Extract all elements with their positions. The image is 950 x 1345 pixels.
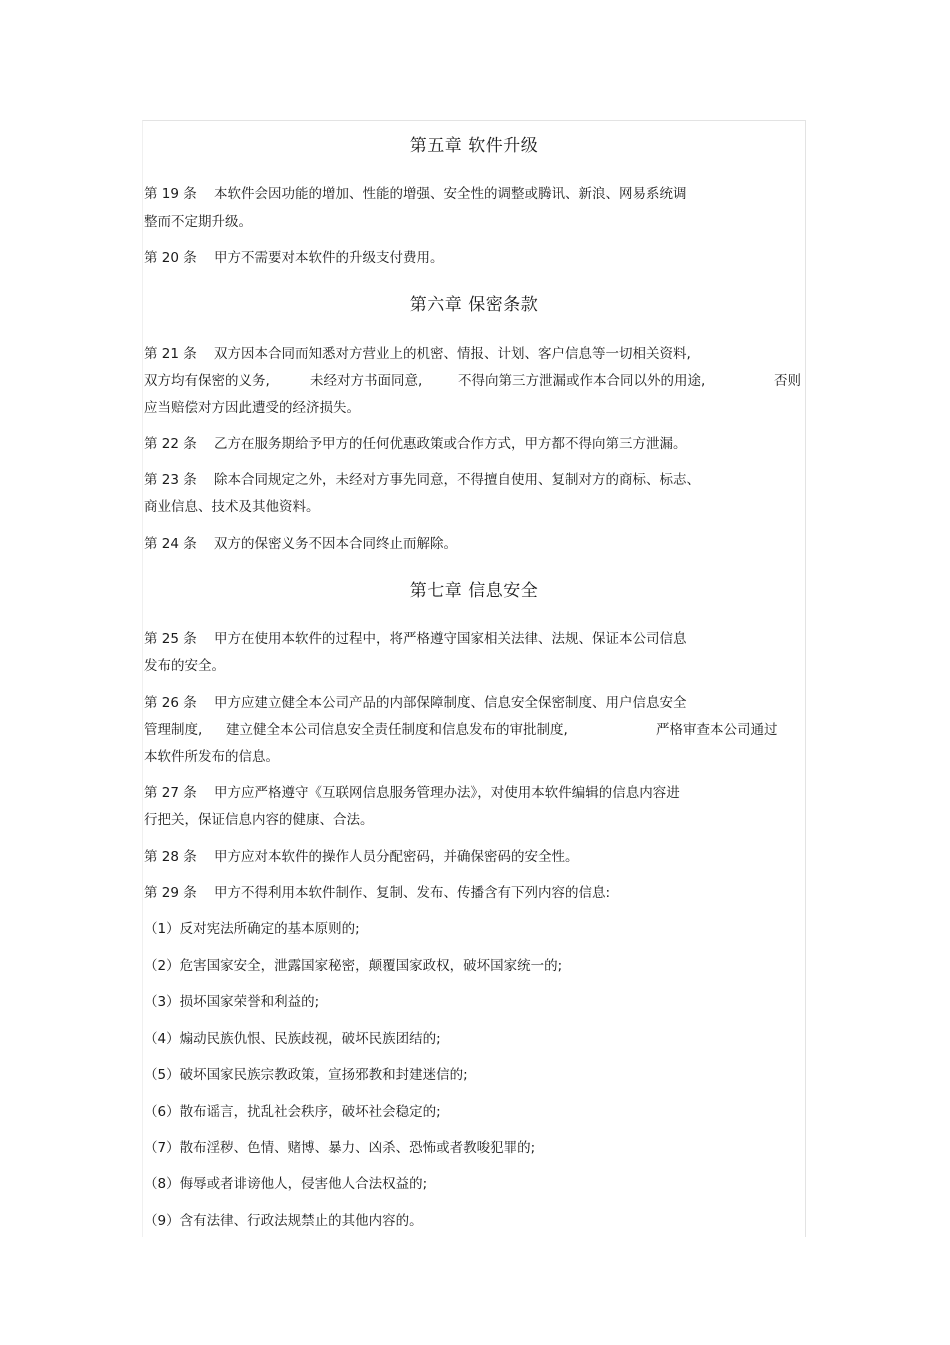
article-27-text-1: 甲方应严格遵守《互联网信息服务管理办法》，对使用本软件编辑的信息内容进: [214, 785, 680, 801]
article-27-line-1: [144, 781, 680, 801]
list-item-8: （8）侮辱或者诽谤他人，侵害他人合法权益的;: [144, 1176, 428, 1192]
article-21-text-2a: 双方均有保密的义务,: [144, 373, 270, 389]
article-23-line-1: [144, 468, 700, 488]
article-28-label: 第 28 条: [144, 849, 197, 865]
chapter-6-heading: 第六章 保密条款: [409, 295, 539, 315]
article-21-text-2d: 否则: [774, 373, 801, 389]
article-28-text-1: 甲方应对本软件的操作人员分配密码，并确保密码的安全性。: [214, 849, 579, 865]
list-item-7: （7）散布淫秽、色情、赌博、暴力、凶杀、恐怖或者教唆犯罪的;: [144, 1140, 536, 1156]
article-22-label: 第 22 条: [144, 436, 197, 452]
article-28-line-1: [144, 845, 579, 865]
article-26-text-2b: 建立健全本公司信息安全责任制度和信息发布的审批制度,: [226, 722, 568, 738]
article-29-text-1: 甲方不得利用本软件制作、复制、发布、传播含有下列内容的信息:: [214, 885, 611, 901]
list-item-6: （6）散布谣言，扰乱社会秩序，破坏社会稳定的;: [144, 1104, 441, 1120]
list-item-2: （2）危害国家安全，泄露国家秘密，颠覆国家政权，破坏国家统一的;: [144, 958, 563, 974]
list-item-1: （1）反对宪法所确定的基本原则的;: [144, 921, 360, 937]
article-25-line-1: [144, 627, 687, 647]
article-23-text-2: 商业信息、技术及其他资料。: [144, 499, 320, 515]
article-26-text-1: 甲方应建立健全本公司产品的内部保障制度、信息安全保密制度、用户信息安全: [214, 695, 687, 711]
article-20-text-1: 甲方不需要对本软件的升级支付费用。: [214, 250, 444, 266]
list-item-4: （4）煽动民族仇恨、民族歧视，破坏民族团结的;: [144, 1031, 441, 1047]
list-item-9: （9）含有法律、行政法规禁止的其他内容的。: [144, 1213, 423, 1229]
article-26-text-2a: 管理制度,: [144, 722, 203, 738]
article-21-text-2b: 未经对方书面同意,: [310, 373, 423, 389]
article-19-text-1: 本软件会因功能的增加、性能的增强、安全性的调整或腾讯、新浪、网易系统调: [214, 186, 687, 202]
article-21-line-1: [144, 342, 691, 362]
article-23-text-1: 除本合同规定之外，未经对方事先同意，不得擅自使用、复制对方的商标、标志、: [214, 472, 700, 488]
article-26-text-3: 本软件所发布的信息。: [144, 749, 279, 765]
article-29-label: 第 29 条: [144, 885, 197, 901]
article-27-label: 第 27 条: [144, 785, 197, 801]
article-21-text-1: 双方因本合同而知悉对方营业上的机密、情报、计划、客户信息等一切相关资料,: [214, 346, 691, 362]
article-21-text-3: 应当赔偿对方因此遭受的经济损失。: [144, 400, 360, 416]
article-27-text-2: 行把关，保证信息内容的健康、合法。: [144, 812, 374, 828]
article-24-label: 第 24 条: [144, 536, 197, 552]
article-21-text-2c: 不得向第三方泄漏或作本合同以外的用途,: [458, 373, 706, 389]
article-21-label: 第 21 条: [144, 346, 197, 362]
article-23-label: 第 23 条: [144, 472, 197, 488]
article-25-label: 第 25 条: [144, 631, 197, 647]
article-24-line-1: [144, 532, 457, 552]
list-item-3: （3）损坏国家荣誉和利益的;: [144, 994, 320, 1010]
article-20-label: 第 20 条: [144, 250, 197, 266]
article-25-text-1: 甲方在使用本软件的过程中，将严格遵守国家相关法律、法规、保证本公司信息: [214, 631, 687, 647]
article-25-text-2: 发布的安全。: [144, 658, 225, 674]
article-26-label: 第 26 条: [144, 695, 197, 711]
article-19-text-2: 整而不定期升级。: [144, 214, 252, 230]
article-26-text-2c: 严格审查本公司通过: [656, 722, 778, 738]
article-22-text-1: 乙方在服务期给予甲方的任何优惠政策或合作方式，甲方都不得向第三方泄漏。: [214, 436, 687, 452]
article-20-line-1: [144, 246, 444, 266]
chapter-7-heading: 第七章 信息安全: [409, 581, 539, 601]
article-26-line-1: [144, 691, 687, 711]
article-29-line-1: [144, 881, 610, 901]
article-22-line-1: [144, 432, 687, 452]
list-item-5: （5）破坏国家民族宗教政策，宣扬邪教和封建迷信的;: [144, 1067, 468, 1083]
article-19-label: 第 19 条: [144, 186, 197, 202]
chapter-5-heading: 第五章 软件升级: [409, 136, 539, 156]
article-24-text-1: 双方的保密义务不因本合同终止而解除。: [214, 536, 457, 552]
article-19-line-1: [144, 182, 687, 202]
